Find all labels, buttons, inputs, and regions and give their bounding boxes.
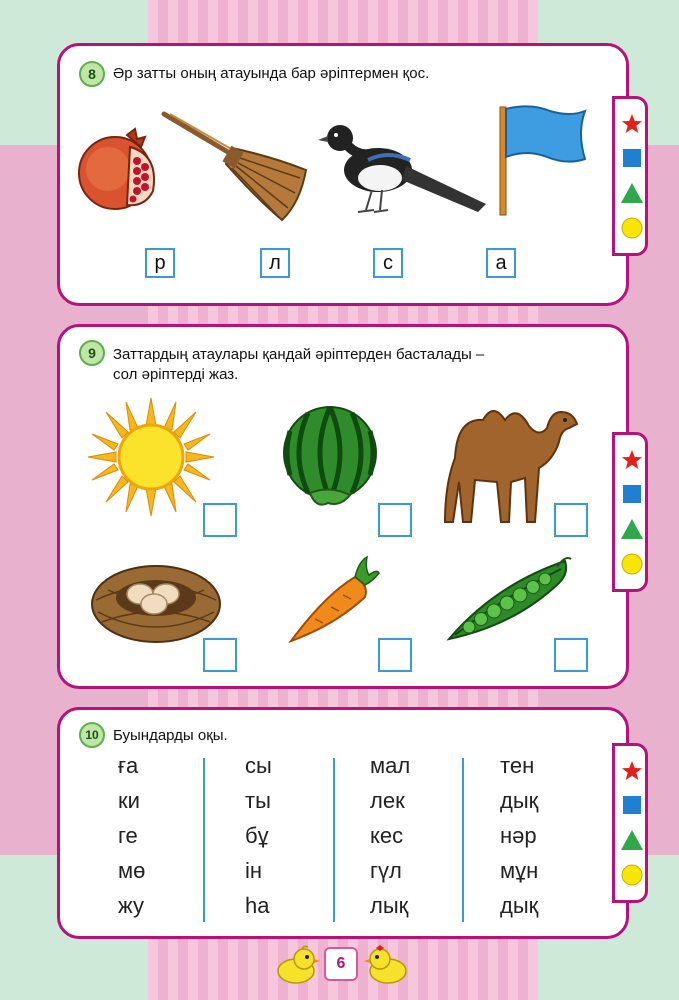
page-number: 6 xyxy=(324,947,358,981)
exercise-9-number: 9 xyxy=(79,340,105,366)
peas-image xyxy=(445,555,573,645)
answer-box-nest[interactable] xyxy=(203,638,237,672)
syllable: дық xyxy=(500,788,539,813)
syllable: сы xyxy=(245,753,272,778)
star-icon xyxy=(621,449,643,471)
legend-tab-8 xyxy=(612,96,648,256)
syllable: ты xyxy=(245,788,271,813)
letter-box-2[interactable]: л xyxy=(260,248,290,278)
triangle-icon xyxy=(621,183,643,203)
square-icon xyxy=(623,485,641,503)
square-icon xyxy=(623,149,641,167)
circle-icon xyxy=(621,217,643,239)
letter-box-3[interactable]: с xyxy=(373,248,403,278)
exercise-9-instruction-line-2: сол әріптерді жаз. xyxy=(113,366,239,383)
answer-box-carrot[interactable] xyxy=(378,638,412,672)
syllable: нәр xyxy=(500,823,537,848)
chick-right-icon xyxy=(364,945,410,985)
syllable: тен xyxy=(500,753,535,778)
broom-image xyxy=(160,108,310,223)
pomegranate-image xyxy=(75,125,165,215)
sun-image xyxy=(88,398,214,516)
star-icon xyxy=(621,760,643,782)
column-divider xyxy=(203,758,205,922)
triangle-icon xyxy=(621,830,643,850)
syllable: лек xyxy=(370,788,405,813)
syllable: бұ xyxy=(245,823,269,848)
circle-icon xyxy=(621,864,643,886)
answer-box-camel[interactable] xyxy=(554,503,588,537)
nest-image xyxy=(88,552,224,650)
syllable: мал xyxy=(370,753,411,778)
legend-tab-10 xyxy=(612,743,648,903)
triangle-icon xyxy=(621,519,643,539)
circle-icon xyxy=(621,553,643,575)
column-divider xyxy=(462,758,464,922)
syllable: жу xyxy=(118,893,144,918)
exercise-10-instruction: Буындарды оқы. xyxy=(113,727,228,744)
magpie-image xyxy=(318,120,488,220)
exercise-10-number: 10 xyxy=(79,722,105,748)
column-divider xyxy=(333,758,335,922)
syllable: гүл xyxy=(370,858,402,883)
answer-box-peas[interactable] xyxy=(554,638,588,672)
syllable: ға xyxy=(118,753,139,778)
syllable: лық xyxy=(370,893,409,918)
syllable: һа xyxy=(245,893,270,918)
letter-box-4[interactable]: а xyxy=(486,248,516,278)
chick-left-icon xyxy=(274,945,320,985)
square-icon xyxy=(623,796,641,814)
syllable: мө xyxy=(118,858,146,883)
syllable: дық xyxy=(500,893,539,918)
syllable: кес xyxy=(370,823,404,848)
exercise-8-instruction: Әр затты оның атауында бар әріптермен қос. xyxy=(113,65,430,82)
answer-box-sun[interactable] xyxy=(203,503,237,537)
syllable: мұн xyxy=(500,858,539,883)
letter-box-1[interactable]: р xyxy=(145,248,175,278)
exercise-9-instruction-line-1: Заттардың атаулары қандай әріптерден басталады – xyxy=(113,346,485,363)
legend-tab-9 xyxy=(612,432,648,592)
watermelon-image xyxy=(280,405,382,509)
answer-box-watermelon[interactable] xyxy=(378,503,412,537)
flag-image xyxy=(495,103,590,218)
syllable: ге xyxy=(118,823,138,848)
star-icon xyxy=(621,113,643,135)
exercise-8-number: 8 xyxy=(79,61,105,87)
syllable: ки xyxy=(118,788,140,813)
carrot-image xyxy=(285,555,380,645)
syllable: ін xyxy=(245,858,263,883)
